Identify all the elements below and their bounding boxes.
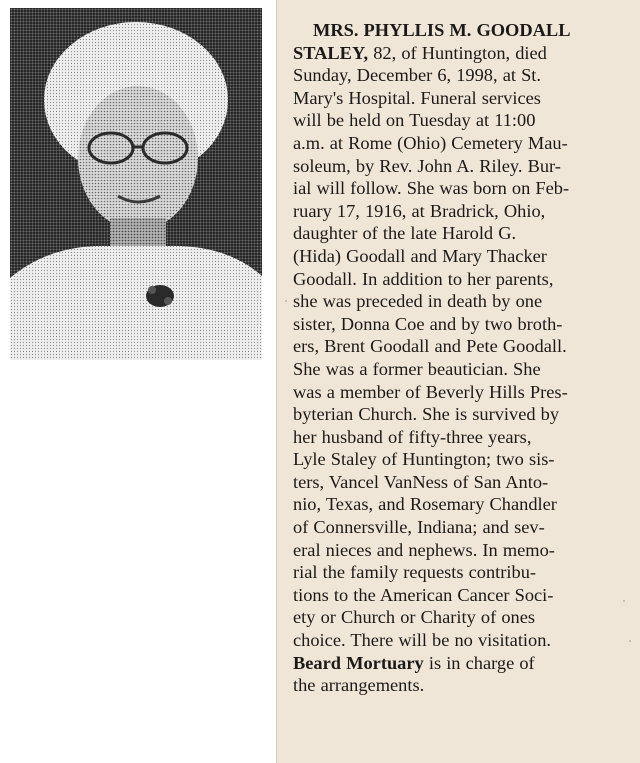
obituary-line: Mary's Hospital. Funeral services xyxy=(293,87,541,108)
deceased-name-part2: STALEY, xyxy=(293,42,369,63)
obituary-line: tions to the American Cancer Soci- xyxy=(293,584,554,605)
paper-speck xyxy=(623,600,625,602)
obituary-clipping xyxy=(276,0,640,763)
portrait-photo xyxy=(10,8,262,360)
obituary-line: of Connersville, Indiana; and sev- xyxy=(293,517,545,538)
obituary-line: Sunday, December 6, 1998, at St. xyxy=(293,65,541,86)
obituary-line: ers, Brent Goodall and Pete Goodall. xyxy=(293,336,567,357)
obituary-line: ety or Church or Charity of ones xyxy=(293,607,536,628)
obituary-text xyxy=(293,19,629,697)
obituary-line: (Hida) Goodall and Mary Thacker xyxy=(293,245,547,266)
obituary-line: daughter of the late Harold G. xyxy=(293,223,517,244)
obituary-line: she was preceded in death by one xyxy=(293,291,543,312)
obituary-line: was a member of Beverly Hills Pres- xyxy=(293,381,568,402)
obituary-line: eral nieces and nephews. In memo- xyxy=(293,539,555,560)
obituary-line: STALEY, 82, of Huntington, died xyxy=(293,42,547,63)
obituary-line: choice. There will be no visitation. xyxy=(293,630,552,651)
obituary-line: nio, Texas, and Rosemary Chandler xyxy=(293,494,557,515)
obituary-name-line xyxy=(293,19,629,42)
portrait-illustration xyxy=(10,8,262,360)
deceased-name-part1: MRS. PHYLLIS M. GOODALL xyxy=(313,20,571,40)
obituary-line: byterian Church. She is survived by xyxy=(293,404,560,425)
obituary-line: rial the family requests contribu- xyxy=(293,562,537,583)
obituary-line: her husband of fifty-three years, xyxy=(293,426,532,447)
obituary-line: the arrangements. xyxy=(293,675,425,696)
obituary-line: will be held on Tuesday at 11:00 xyxy=(293,110,536,131)
obituary-line: ial will follow. She was born on Feb- xyxy=(293,178,570,199)
obituary-line: a.m. at Rome (Ohio) Cemetery Mau- xyxy=(293,132,568,153)
paper-speck xyxy=(629,640,631,642)
obituary-line: soleum, by Rev. John A. Riley. Bur- xyxy=(293,155,561,176)
obituary-line: She was a former beautician. She xyxy=(293,358,541,379)
obituary-line: ters, Vancel VanNess of San Anto- xyxy=(293,471,549,492)
obituary-line: Beard Mortuary is in charge of xyxy=(293,652,535,673)
obituary-line: Lyle Staley of Huntington; two sis- xyxy=(293,449,555,470)
obituary-line: Goodall. In addition to her parents, xyxy=(293,268,554,289)
photo-frame xyxy=(0,0,272,365)
obituary-line: ruary 17, 1916, at Bradrick, Ohio, xyxy=(293,200,546,221)
mortuary-name: Beard Mortuary xyxy=(293,652,424,673)
paper-speck xyxy=(285,300,287,302)
obituary-line: sister, Donna Coe and by two broth- xyxy=(293,313,563,334)
